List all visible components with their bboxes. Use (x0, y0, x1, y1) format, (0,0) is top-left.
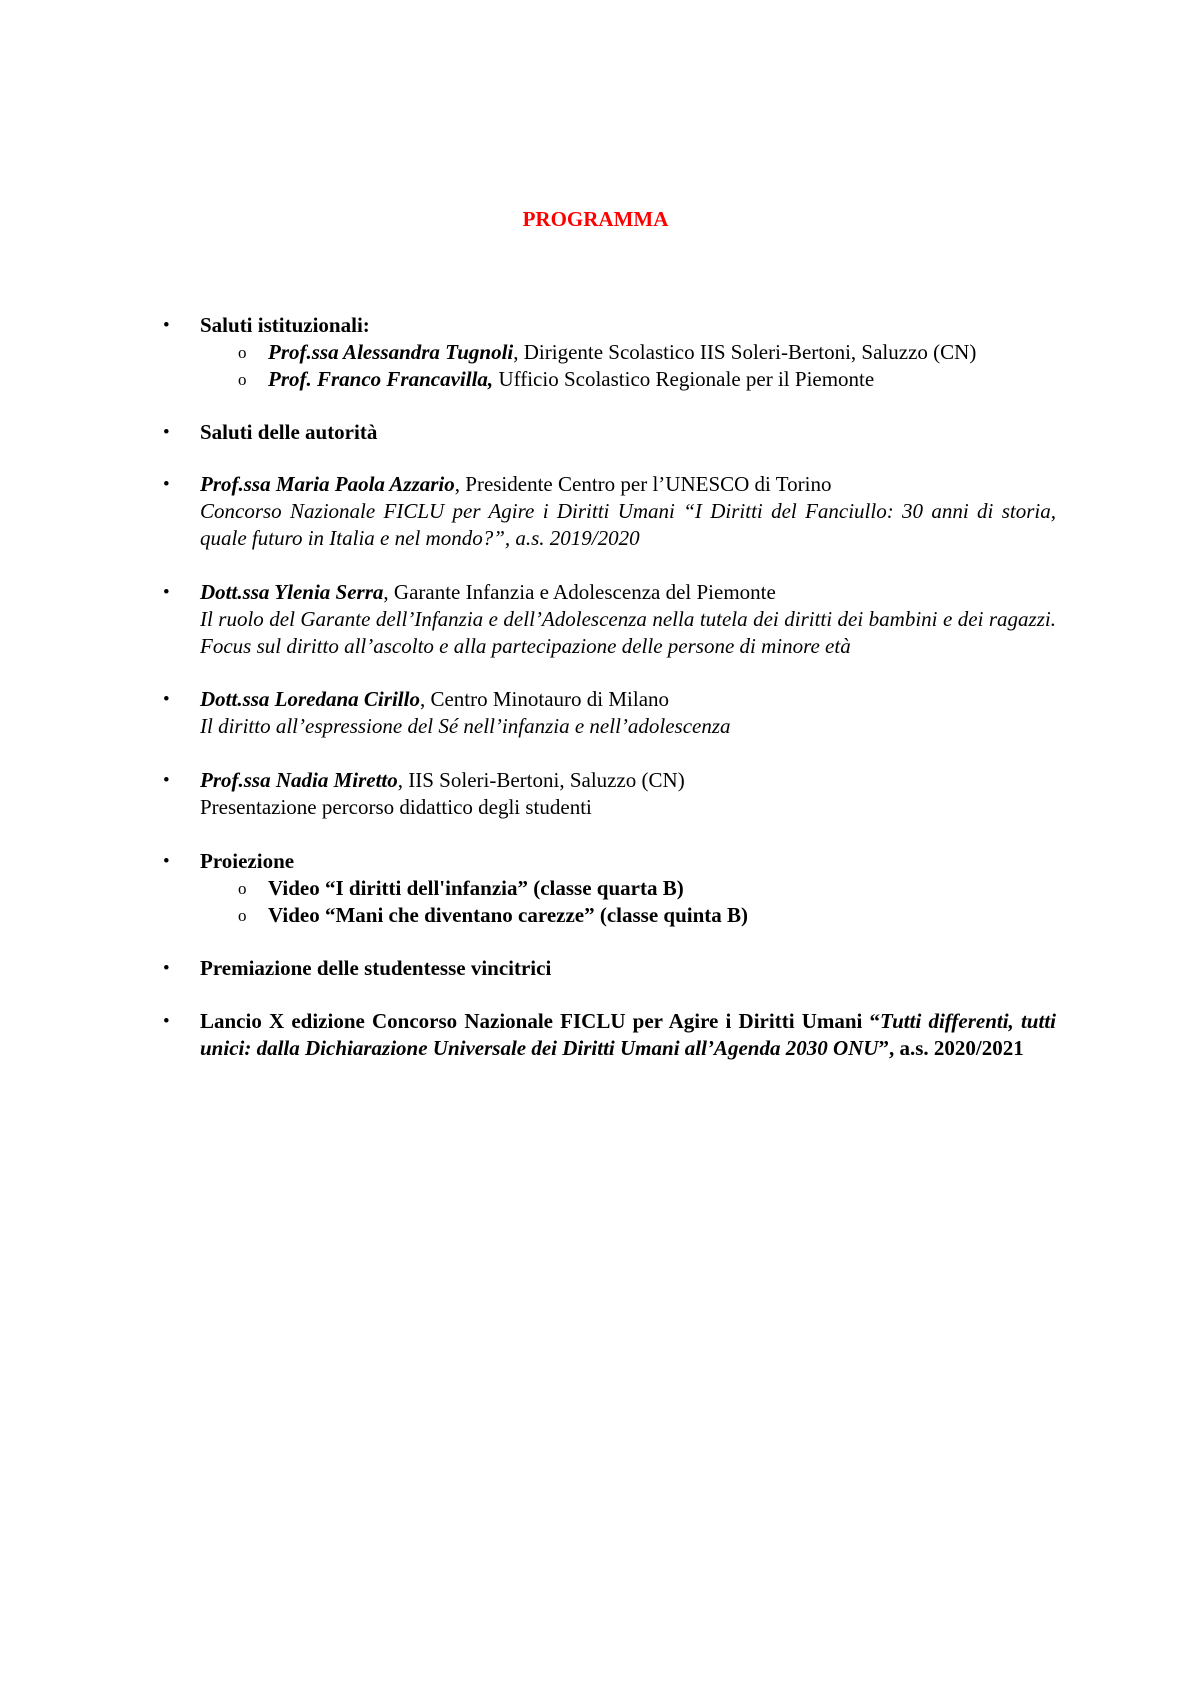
talk-topic: Concorso Nazionale FICLU per Agire i Diritti Umani “I Diritti del Fanciullo: 30 anni di storia, quale futuro in Italia e nel mondo?”, a.s. 2019/2020 (200, 499, 1056, 550)
list-item-speaker (163, 471, 1056, 552)
circle-bullet-icon: o (238, 343, 247, 362)
talk-topic: Il ruolo del Garante dell’Infanzia e dell’Adolescenza nella tutela dei diritti dei bambini e dei ragazzi. Focus sul diritto all’ascolto e alla partecipazione delle persone di minore età (200, 607, 1056, 658)
bullet-icon: • (163, 315, 170, 336)
video-title: Video “I diritti dell'infanzia” (classe quarta B) (268, 876, 684, 900)
video-title: Video “Mani che diventano carezze” (classe quinta B) (268, 903, 749, 927)
speaker-role: , IIS Soleri-Bertoni, Saluzzo (CN) (397, 768, 685, 792)
speaker-name: Prof.ssa Nadia Miretto (200, 768, 398, 792)
speaker-role: , Garante Infanzia e Adolescenza del Piemonte (383, 580, 776, 604)
list-item-speaker (163, 579, 1056, 660)
list-item-lancio (163, 1008, 1056, 1062)
sub-item (200, 875, 1056, 902)
lancio-lead: Lancio X edizione Concorso Nazionale FICLU per Agire i Diritti Umani “ (200, 1009, 881, 1033)
bullet-icon: • (163, 958, 170, 979)
speaker-role: , Dirigente Scolastico IIS Soleri-Bertoni, Saluzzo (CN) (513, 340, 977, 364)
sub-item (200, 902, 1056, 929)
list-item-proiezione (163, 848, 1056, 929)
circle-bullet-icon: o (238, 906, 247, 925)
list-item-premiazione (163, 955, 1056, 982)
item-heading: Saluti delle autorità (200, 420, 378, 444)
speaker-name: Dott.ssa Ylenia Serra (200, 580, 384, 604)
sub-item (200, 339, 1056, 366)
bullet-icon: • (163, 422, 170, 443)
list-item-speaker (163, 767, 1056, 821)
sub-item (200, 366, 1056, 393)
speaker-name: Prof. Franco Francavilla, (268, 367, 494, 391)
list-item-saluti-autorita (163, 419, 1056, 446)
speaker-name: Prof.ssa Alessandra Tugnoli (268, 340, 514, 364)
circle-bullet-icon: o (238, 370, 247, 389)
item-heading: Saluti istituzionali: (200, 313, 370, 337)
bullet-icon: • (163, 689, 170, 710)
speaker-name: Prof.ssa Maria Paola Azzario (200, 472, 455, 496)
talk-topic: Il diritto all’espressione del Sé nell’infanzia e nell’adolescenza (200, 714, 731, 738)
speaker-role: , Presidente Centro per l’UNESCO di Torino (454, 472, 832, 496)
page-title: PROGRAMMA (522, 207, 669, 231)
bullet-icon: • (163, 1011, 170, 1032)
bullet-icon: • (163, 851, 170, 872)
item-heading: Premiazione delle studentesse vincitrici (200, 956, 552, 980)
lancio-title: Tutti differenti, tutti unici: dalla Dichiarazione Universale dei Diritti Umani all’Agenda 2030 ONU (200, 1009, 1056, 1060)
talk-topic: Presentazione percorso didattico degli studenti (200, 795, 592, 819)
bullet-icon: • (163, 770, 170, 791)
speaker-role: Ufficio Scolastico Regionale per il Piemonte (493, 367, 875, 391)
circle-bullet-icon: o (238, 879, 247, 898)
speaker-role: , Centro Minotauro di Milano (419, 687, 670, 711)
item-heading: Proiezione (200, 849, 295, 873)
list-item-saluti-istituzionali (163, 312, 1056, 393)
bullet-icon: • (163, 474, 170, 495)
list-item-speaker (163, 686, 1056, 740)
lancio-tail: ”, a.s. 2020/2021 (878, 1036, 1024, 1060)
speaker-name: Dott.ssa Loredana Cirillo (200, 687, 420, 711)
bullet-icon: • (163, 582, 170, 603)
